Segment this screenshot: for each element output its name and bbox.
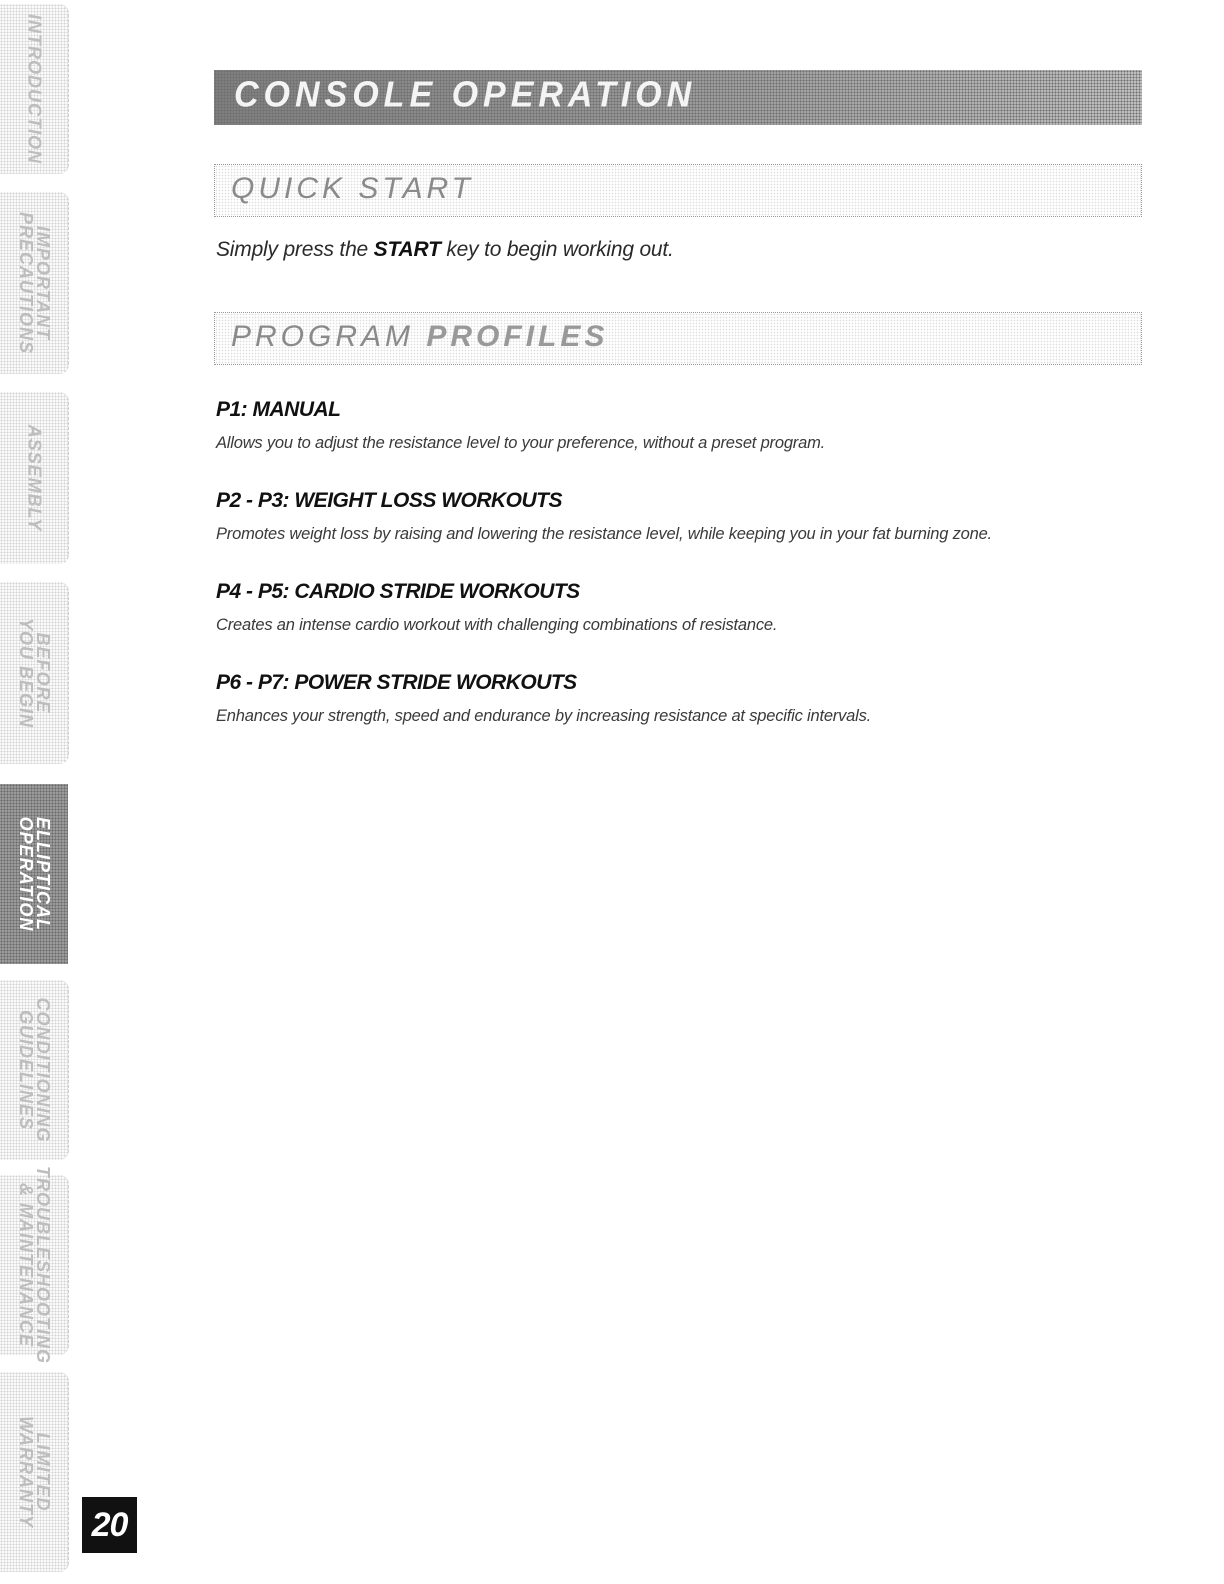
program-description: Allows you to adjust the resistance level to your preference, without a preset program.: [216, 434, 826, 452]
quick-start-text-before: Simply press the: [216, 238, 374, 261]
tab-label: BEFORE YOU BEGIN: [16, 617, 53, 729]
tab-assembly[interactable]: [0, 392, 69, 564]
program-title: P1: MANUAL: [216, 398, 341, 421]
program-entry-p6-p7: [216, 671, 1146, 726]
tab-label: INTRODUCTION: [24, 14, 45, 164]
quick-start-text: [216, 238, 674, 262]
program-description: Enhances your strength, speed and endurance by increasing resistance at specific intervals.: [216, 707, 872, 725]
tab-troubleshooting-maintenance[interactable]: [0, 1166, 69, 1364]
heading-light: PROGRAM: [231, 320, 415, 353]
program-description: Promotes weight loss by raising and lowering the resistance level, while keeping you in your fat burning zone.: [216, 525, 992, 543]
quick-start-banner: [214, 164, 1142, 217]
page-title: CONSOLE OPERATION: [234, 75, 697, 115]
quick-start-heading: QUICK START: [231, 172, 474, 205]
heading-bold: PROFILES: [426, 320, 609, 353]
tab-label: CONDITIONING GUIDELINES: [16, 997, 53, 1143]
section-title-banner: [214, 70, 1142, 125]
tab-label: ELLIPTICAL OPERATION: [16, 816, 53, 932]
tab-label: ASSEMBLY: [24, 424, 45, 532]
tab-label: IMPORTANT PRECAUTIONS: [16, 211, 53, 355]
program-profiles-heading: [231, 320, 608, 354]
program-title: P2 - P3: WEIGHT LOSS WORKOUTS: [216, 489, 563, 512]
tab-introduction[interactable]: [0, 4, 69, 174]
program-entry-p2-p3: [216, 489, 1146, 544]
tab-conditioning-guidelines[interactable]: [0, 980, 69, 1160]
tab-elliptical-operation[interactable]: [0, 784, 68, 964]
program-profiles-banner: [214, 312, 1142, 365]
program-title: P6 - P7: POWER STRIDE WORKOUTS: [216, 671, 577, 694]
tab-before-you-begin[interactable]: [0, 582, 69, 764]
quick-start-text-after: key to begin working out.: [440, 238, 674, 261]
program-entry-p1: [216, 398, 1146, 453]
start-key-label: START: [373, 238, 441, 261]
tab-label: TROUBLESHOOTING & MAINTENANCE: [16, 1166, 53, 1364]
tab-limited-warranty[interactable]: [0, 1372, 69, 1572]
tab-important-precautions[interactable]: [0, 192, 69, 374]
tab-label: LIMITED WARRANTY: [16, 1416, 53, 1528]
page-number: 20: [82, 1497, 137, 1553]
section-tabs: [0, 0, 70, 1584]
program-entry-p4-p5: [216, 580, 1146, 635]
program-description: Creates an intense cardio workout with challenging combinations of resistance.: [216, 616, 778, 634]
program-title: P4 - P5: CARDIO STRIDE WORKOUTS: [216, 580, 580, 603]
